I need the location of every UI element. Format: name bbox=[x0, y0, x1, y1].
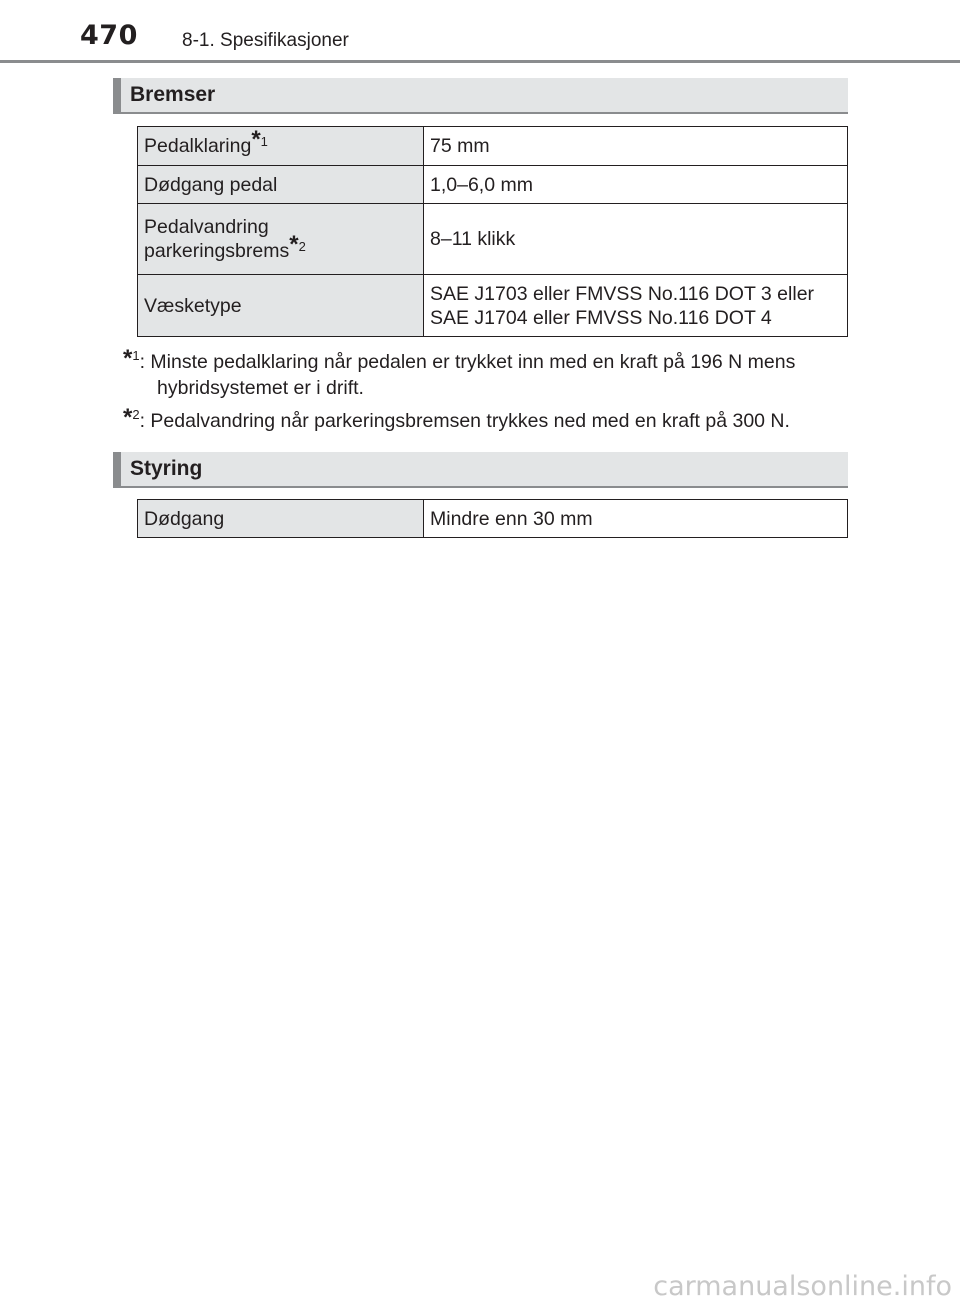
spec-label: Pedalklaring*$^1$ bbox=[138, 127, 424, 166]
chapter-title: 8-1. Spesifikasjoner bbox=[182, 30, 349, 51]
spec-label: Pedalvandring parkeringsbrems*$^2$ bbox=[138, 204, 424, 275]
heading-accent-bar bbox=[113, 452, 121, 486]
spec-label: Dødgang pedal bbox=[138, 166, 424, 204]
header-divider bbox=[0, 60, 960, 63]
heading-accent-bar bbox=[113, 78, 121, 112]
footnote-continuation: hybridsystemet er i drift. bbox=[157, 377, 364, 399]
table-row bbox=[138, 166, 848, 204]
footnote-1: *$^1$: Minste pedalklaring når pedalen er trykket inn med en kraft på 196 N mens hybridsystemet er i drift. bbox=[123, 348, 853, 401]
section-title: Styring bbox=[130, 457, 203, 480]
steering-spec-table bbox=[137, 499, 848, 538]
brakes-spec-table bbox=[137, 126, 848, 337]
section-title: Bremser bbox=[130, 83, 216, 106]
page-header bbox=[0, 0, 960, 66]
page-number: 470 bbox=[80, 20, 138, 51]
table-row bbox=[138, 275, 848, 337]
footnote-2: *$^2$: Pedalvandring når parkeringsbremsen trykkes ned med en kraft på 300 N. bbox=[123, 404, 790, 432]
section-heading-brakes bbox=[113, 78, 848, 114]
spec-value: 1,0–6,0 mm bbox=[424, 166, 848, 204]
spec-value: 75 mm bbox=[424, 127, 848, 166]
table-row bbox=[138, 204, 848, 275]
spec-label: Dødgang bbox=[138, 500, 424, 538]
section-heading-steering bbox=[113, 452, 848, 488]
table-row bbox=[138, 127, 848, 166]
table-row bbox=[138, 500, 848, 538]
spec-label: Væsketype bbox=[138, 275, 424, 337]
spec-value: 8–11 klikk bbox=[424, 204, 848, 275]
spec-value: Mindre enn 30 mm bbox=[424, 500, 848, 538]
spec-value: SAE J1703 eller FMVSS No.116 DOT 3 eller SAE J1704 eller FMVSS No.116 DOT 4 bbox=[424, 275, 848, 337]
watermark: carmanualsonline.info bbox=[653, 1271, 952, 1302]
